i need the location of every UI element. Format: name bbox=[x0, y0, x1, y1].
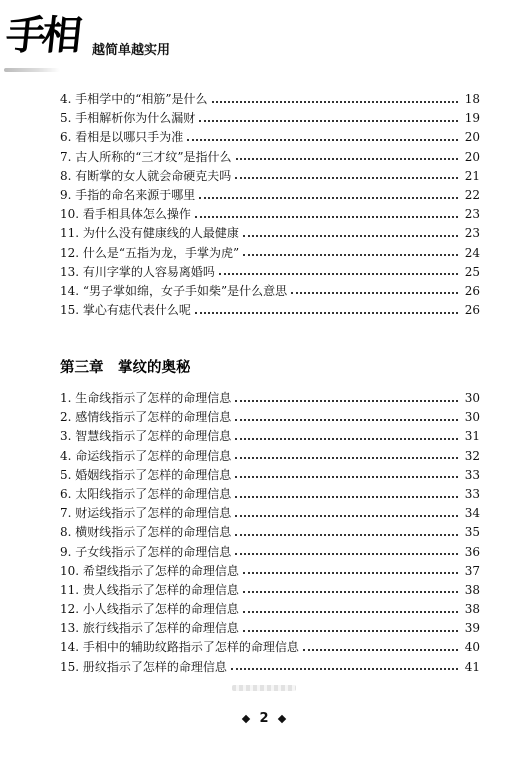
toc-entry bbox=[60, 581, 480, 600]
dot-leader bbox=[235, 534, 458, 536]
toc-entry-title: 12. 小人线指示了怎样的命理信息 bbox=[60, 602, 239, 617]
toc-entry-title: 4. 命运线指示了怎样的命理信息 bbox=[60, 448, 232, 463]
toc-entry-title: 10. 希望线指示了怎样的命理信息 bbox=[60, 563, 239, 578]
toc-entry-title: 6. 太阳线指示了怎样的命理信息 bbox=[60, 486, 232, 501]
dot-leader bbox=[303, 649, 458, 651]
chapter-heading: 第三章 掌纹的奥秘 bbox=[60, 360, 191, 376]
toc-entry-page: 41 bbox=[464, 659, 480, 674]
toc-entry-title: 12. 什么是“五指为龙，手掌为虎” bbox=[60, 245, 240, 260]
toc-entry-page: 33 bbox=[464, 486, 480, 501]
toc-entry-page: 33 bbox=[464, 467, 480, 482]
dot-leader bbox=[291, 292, 458, 294]
dot-leader bbox=[243, 254, 458, 256]
toc-entry-page: 21 bbox=[464, 168, 480, 183]
toc-entry-page: 39 bbox=[464, 621, 480, 636]
toc-entry-title: 13. 有川字掌的人容易离婚吗 bbox=[60, 264, 215, 279]
toc-entry bbox=[60, 638, 480, 657]
toc-entry-page: 24 bbox=[464, 245, 480, 260]
toc-entry-title: 1. 生命线指示了怎样的命理信息 bbox=[60, 391, 232, 405]
toc-entry-page: 18 bbox=[464, 92, 480, 106]
toc-entry-page: 30 bbox=[464, 410, 480, 425]
toc-entry-page: 25 bbox=[464, 264, 480, 279]
dot-leader bbox=[212, 101, 458, 103]
toc-entry-page: 23 bbox=[464, 226, 480, 241]
toc-entry-page: 20 bbox=[464, 130, 480, 145]
toc-entry-page: 34 bbox=[464, 506, 480, 521]
dot-leader bbox=[235, 419, 458, 421]
toc-entry-title: 14. “男子掌如绵，女子手如柴”是什么意思 bbox=[60, 283, 288, 298]
dot-leader bbox=[187, 139, 458, 141]
toc-entry bbox=[60, 167, 480, 186]
toc-entry bbox=[60, 389, 480, 408]
toc-entry-title: 14. 手相中的辅助纹路指示了怎样的命理信息 bbox=[60, 640, 299, 655]
dot-leader bbox=[243, 235, 458, 237]
page-number: 2 bbox=[259, 711, 269, 726]
diamond-right-icon bbox=[277, 714, 285, 722]
toc-entry-page: 36 bbox=[464, 544, 480, 559]
toc-entry-page: 31 bbox=[464, 429, 480, 444]
dot-leader bbox=[235, 476, 458, 478]
dot-leader bbox=[243, 611, 458, 613]
dot-leader bbox=[195, 216, 458, 218]
toc-entry-title: 15. 册纹指示了怎样的命理信息 bbox=[60, 659, 227, 674]
dot-leader bbox=[235, 438, 458, 440]
toc-entry-page: 26 bbox=[464, 303, 480, 318]
toc-entry bbox=[60, 282, 480, 301]
book-subtitle: 越简单越实用 bbox=[92, 43, 171, 58]
footer-decoration bbox=[232, 685, 296, 691]
toc-entry-title: 15. 掌心有痣代表什么呢 bbox=[60, 303, 191, 318]
diamond-left-icon bbox=[242, 714, 250, 722]
toc-entry bbox=[60, 523, 480, 542]
toc-entry-page: 26 bbox=[464, 283, 480, 298]
toc-entry bbox=[60, 128, 480, 147]
dot-leader bbox=[243, 591, 458, 593]
toc-entry bbox=[60, 562, 480, 581]
toc-entry-page: 38 bbox=[464, 582, 480, 597]
toc-entry bbox=[60, 301, 480, 320]
toc-entry bbox=[60, 485, 480, 504]
dot-leader bbox=[236, 158, 458, 160]
toc-section-chapter3 bbox=[60, 389, 480, 677]
toc-entry bbox=[60, 619, 480, 638]
toc-entry bbox=[60, 600, 480, 619]
toc-entry-title: 3. 智慧线指示了怎样的命理信息 bbox=[60, 429, 232, 444]
toc-entry-title: 11. 为什么没有健康线的人最健康 bbox=[60, 226, 239, 241]
toc-entry-page: 40 bbox=[464, 640, 480, 655]
dot-leader bbox=[243, 630, 458, 632]
toc-entry-page: 38 bbox=[464, 602, 480, 617]
dot-leader bbox=[235, 515, 458, 517]
toc-entry-title: 8. 横财线指示了怎样的命理信息 bbox=[60, 525, 232, 540]
toc-entry-title: 5. 手相解析你为什么漏财 bbox=[60, 111, 196, 126]
toc-entry-title: 9. 子女线指示了怎样的命理信息 bbox=[60, 544, 232, 559]
toc-entry-page: 37 bbox=[464, 563, 480, 578]
toc-entry-title: 10. 看手相具体怎么操作 bbox=[60, 207, 191, 222]
dot-leader bbox=[235, 400, 458, 402]
page-footer bbox=[214, 711, 314, 726]
page-header bbox=[0, 12, 528, 74]
toc-entry bbox=[60, 224, 480, 243]
dot-leader bbox=[235, 457, 458, 459]
dot-leader bbox=[235, 177, 458, 179]
toc-section-previous bbox=[60, 90, 480, 320]
toc-entry-title: 9. 手指的命名来源于哪里 bbox=[60, 187, 196, 202]
dot-leader bbox=[199, 120, 458, 122]
toc-entry-title: 2. 感情线指示了怎样的命理信息 bbox=[60, 410, 232, 425]
toc-entry-title: 13. 旅行线指示了怎样的命理信息 bbox=[60, 621, 239, 636]
toc-entry-title: 4. 手相学中的“相筋”是什么 bbox=[60, 92, 208, 106]
toc-entry-page: 22 bbox=[464, 187, 480, 202]
toc-entry-page: 32 bbox=[464, 448, 480, 463]
toc-entry-page: 23 bbox=[464, 207, 480, 222]
toc-entry-page: 30 bbox=[464, 391, 480, 405]
toc-entry bbox=[60, 447, 480, 466]
toc-entry bbox=[60, 543, 480, 562]
toc-entry bbox=[60, 504, 480, 523]
toc-entry bbox=[60, 205, 480, 224]
toc-entry bbox=[60, 427, 480, 446]
dot-leader bbox=[235, 496, 458, 498]
toc-entry bbox=[60, 186, 480, 205]
toc-entry-title: 6. 看相是以哪只手为准 bbox=[60, 130, 184, 145]
dot-leader bbox=[231, 668, 458, 670]
toc-entry bbox=[60, 263, 480, 282]
dot-leader bbox=[235, 553, 458, 555]
dot-leader bbox=[219, 273, 458, 275]
toc-entry bbox=[60, 90, 480, 109]
toc-entry bbox=[60, 244, 480, 263]
toc-entry bbox=[60, 466, 480, 485]
dot-leader bbox=[195, 312, 458, 314]
book-logo: 手相 bbox=[3, 13, 81, 59]
dot-leader bbox=[199, 197, 458, 199]
toc-entry-title: 11. 贵人线指示了怎样的命理信息 bbox=[60, 582, 239, 597]
toc-entry-page: 20 bbox=[464, 149, 480, 164]
toc-entry-page: 19 bbox=[464, 111, 480, 126]
dot-leader bbox=[243, 572, 458, 574]
toc-entry-title: 5. 婚姻线指示了怎样的命理信息 bbox=[60, 467, 232, 482]
toc-entry-title: 8. 有断掌的女人就会命硬克夫吗 bbox=[60, 168, 232, 183]
toc-entry bbox=[60, 408, 480, 427]
header-decoration bbox=[4, 68, 60, 72]
toc-entry bbox=[60, 658, 480, 677]
toc-entry-page: 35 bbox=[464, 525, 480, 540]
toc-entry-title: 7. 财运线指示了怎样的命理信息 bbox=[60, 506, 232, 521]
toc-entry bbox=[60, 148, 480, 167]
toc-entry bbox=[60, 109, 480, 128]
toc-entry-title: 7. 古人所称的“三才纹”是指什么 bbox=[60, 149, 232, 164]
